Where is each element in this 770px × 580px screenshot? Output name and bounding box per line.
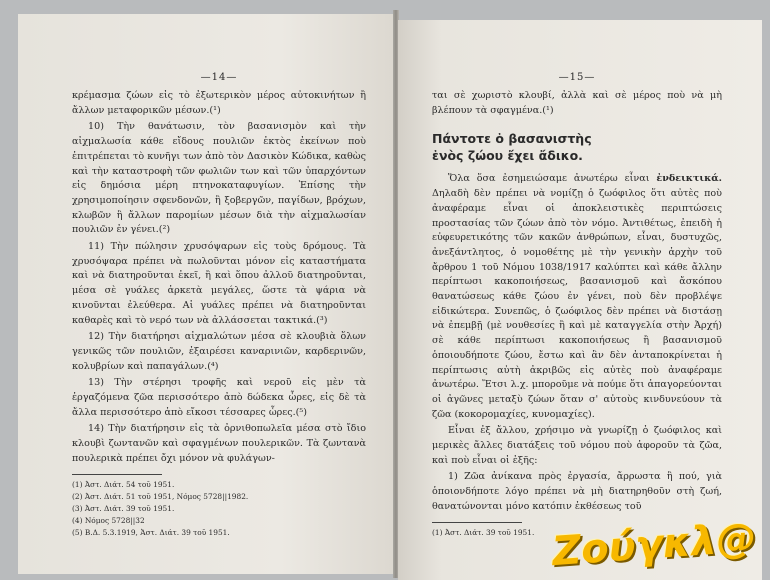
emphasis-text: ἐνδεικτικά. [656, 173, 722, 185]
paragraph: 12) Τὴν διατήρησι αἰχμαλώτων μέσα σὲ κλουβιὰ ὅλων γενικῶς τῶν πουλιῶν, ἐξαιρέσει καναρινιῶν, καρδερινῶν, κολυβρίων καὶ παπαγάλων.(⁴) [72, 331, 366, 372]
paragraph: κρέμασμα ζώων εἰς τὸ ἐξωτερικὸν μέρος αὐτοκινήτων ἢ ἄλλων μεταφορικῶν μέσων.(¹) [72, 90, 366, 116]
footnotes-left [72, 479, 366, 539]
paragraph: 10) Τὴν θανάτωσιν, τὸν βασανισμὸν καὶ τὴν αἰχμαλωσία κάθε εἴδους πουλιῶν ἐκτὸς ἐκείνων ποὺ ἐπιτρέπεται τὸ κυνῆγι των ἀπὸ τὸν Δασικὸν Κώδικα, καθὼς καὶ τὴν καταστροφὴ τῶν φωλιῶν των καὶ τῶν ὑπαρχόντων εἰς δημόσια μέρη πτηνοκαταφυγίων. Ἐπίσης τὴν χρησιμοποίησιν σφενδονῶν, ἢ ξοβεργῶν, παγίδων, βρόχων, κλωβῶν ἢ ἄλλων παρομίων μέσων διὰ τὴν αἰχμαλωσίαν πουλιῶν ἐν γένει.(²) [72, 121, 366, 236]
paragraph: ται σὲ χωριστὸ κλουβί, ἀλλὰ καὶ σὲ μέρος ποὺ νὰ μὴ βλέπουν τὰ σφαγμένα.(¹) [432, 90, 722, 116]
text-run: Δηλαδὴ δὲν πρέπει νὰ νομίζῃ ὁ ζωόφιλος ὅτι αὐτὲς ποὺ ἀναφέραμε εἶναι οἱ ἀποκλειστικὲς περιπτώσεις προστασίας τῶν ζώων ἀπὸ τὸν νόμο. Ἀντιθέτως, ἐπειδὴ ἡ εὐφευρετικότης τῶν κακῶν ἀνθρώπων, εἶναι, δυστυχῶς, ἀνεξάντλητος, ὁ νομοθέτης μὲ τὴν γενικὴν ἀρχὴν τοῦ ἄρθρου 1 τοῦ Νόμου 1038/1917 καλύπτει καὶ κάθε ἄλλην περίπτωσι κακοποιήσεως, βασανισμοῦ καὶ ἄσκόπου θανατώσεως κάθε ζώου ἐν γένει, ποὺ δὲν προβλέψε εἰδικώτερα. Συνεπῶς, ὁ ζωόφιλος δὲν πρέπει νὰ διστάσῃ νὰ ἐπεμβῇ (μὲ νουθεσίες ἢ καὶ μὲ καταγγελία στὴν Ἀρχή) σὲ κάθε περίπτωσι κακοποιήσεως ἢ βασανισμοῦ ὁποιουδήποτε ζώου, ἔστω καὶ ἂν δὲν ἀνταποκρίνεται ἡ περίπτωσις αὐτὴ ἀκριβῶς εἰς αὐτὲς ποὺ ἀναφέραμε ἀνωτέρω. Ἔτσι λ.χ. μποροῦμε νὰ πούμε ὅτι ἀπαγορεύονται οἱ ἀγῶνες μεταξὺ ζώων ὅταν σ' αὐτοὺς κινδυνεύουν τὰ ζῶα (κοκορομαχίες, κυνομαχίες). [432, 188, 722, 420]
right-page-text [432, 89, 722, 515]
heading-line: Πάντοτε ὁ βασανιστὴς [432, 131, 592, 147]
heading-line: ἑνὸς ζώου ἔχει ἄδικο. [432, 148, 583, 164]
paragraph: 11) Τὴν πώλησιν χρυσόψαρων εἰς τοὺς δρόμους. Τὰ χρυσόψαρα πρέπει νὰ πωλοῦνται μόνον εἰς καταστήματα καὶ νὰ διατηροῦνται ἐκεῖ, ἢ καὶ ὅπου ἀλλοῦ διατηροῦνται, μέσα σὲ γυάλες ἀρκετὰ μεγάλες, ὥστε τὰ ψάρια νὰ κινοῦνται ἐλεύθερα. Αἱ γυάλες πρέπει νὰ διατηροῦνται καθαρὲς καὶ τὸ νερό των νὰ ἀλλάσσεται τακτικά.(³) [72, 241, 366, 326]
paragraph [432, 172, 722, 422]
paragraph: 13) Τὴν στέρησι τροφῆς καὶ νεροῦ εἰς μὲν τὰ ἐργαζόμενα ζῶα περισσότερο ἀπὸ δώδεκα ὧρες, εἰς δὲ τὰ ἄλλα περισσότερο ἀπὸ εἴκοσι τέσσαρες ὧρες.(⁵) [72, 377, 366, 418]
left-page [18, 14, 394, 574]
section-heading [432, 130, 722, 164]
text-run: Ὅλα ὅσα ἐσημειώσαμε ἀνωτέρω εἶναι [448, 173, 657, 185]
paragraph: 14) Τὴν διατήρησιν εἰς τὰ ὀρνιθοπωλεῖα μέσα στὸ ἴδιο κλουβὶ ζωντανῶν καὶ σφαγμένων πουλερικῶν. Τὰ ζωντανὰ πουλερικὰ πρέπει ὄχι μόνον νὰ φυλάγων- [72, 423, 366, 464]
right-page [398, 20, 762, 580]
paragraph: 1) Ζῶα ἀνίκανα πρὸς ἐργασία, ἄρρωστα ἢ πού, γιὰ ὁποιονδήποτε λόγο πρέπει νὰ μὴ διατηρηθοῦν στὴ ζωή, θανατώνονται μόνο κατόπιν ἐκθέσεως τοῦ [432, 471, 722, 512]
paragraph: Εἶναι ἐξ ἄλλου, χρήσιμο νὰ γνωρίζῃ ὁ ζωόφιλος καὶ μερικὲς ἄλλες διατάξεις τοῦ νόμου ποὺ ἀφοροῦν τὰ ζῶα, καὶ ποὺ εἶναι οἱ ἑξῆς: [432, 425, 722, 466]
watermark-logo: Ζούγκλ@ [550, 514, 758, 576]
page-number-left: —14— [200, 72, 238, 83]
footnote: (4) Νόμος 5728||32 [72, 515, 145, 525]
footnote: (1) Ἀστ. Διάτ. 39 τοῦ 1951. [432, 527, 535, 537]
footnote: (5) Β.Δ. 5.3.1919, Ἀστ. Διάτ. 39 τοῦ 1951. [72, 527, 230, 537]
footnote: (1) Ἀστ. Διάτ. 54 τοῦ 1951. [72, 479, 175, 489]
footnote: (3) Ἀστ. Διάτ. 39 τοῦ 1951. [72, 503, 175, 513]
left-page-text [72, 89, 366, 467]
page-number-right: —15— [558, 72, 596, 83]
footnote-rule [72, 474, 162, 475]
footnote: (2) Ἀστ. Διάτ. 51 τοῦ 1951, Νόμος 5728||1982. [72, 491, 249, 501]
footnote-rule [432, 522, 522, 523]
